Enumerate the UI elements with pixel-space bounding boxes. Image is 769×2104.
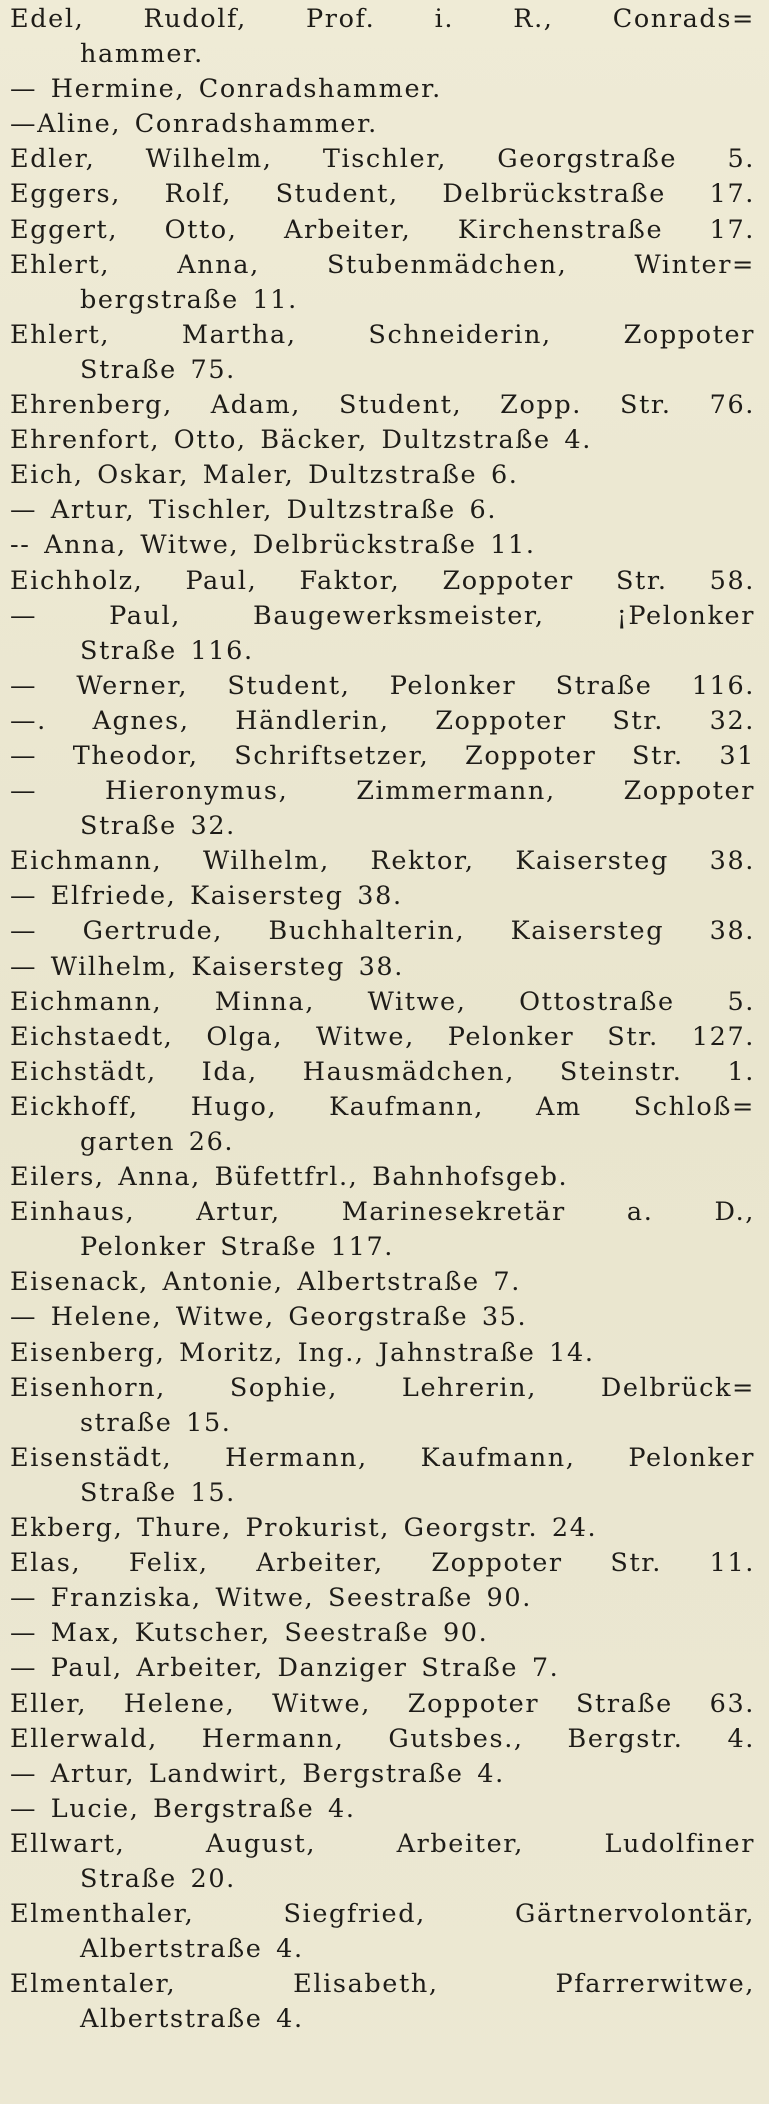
entry-line: — Paul, Arbeiter, Danziger Straße 7. bbox=[10, 1653, 560, 1684]
entry-continuation-line: Pelonker Straße 117. bbox=[80, 1232, 394, 1263]
entry-continuation-line: straße 15. bbox=[80, 1407, 232, 1438]
entry-line: Eilers, Anna, Büfettfrl., Bahnhofsgeb. bbox=[10, 1162, 569, 1193]
entry-continuation-line: Straße 32. bbox=[80, 811, 236, 842]
entry-line: Eichmann, Minna, Witwe, Ottostraße 5. bbox=[10, 986, 755, 1017]
entry-line: — Hieronymus, Zimmermann, Zoppoter bbox=[10, 776, 755, 807]
entry-line: Eichmann, Wilhelm, Rektor, Kaisersteg 38. bbox=[10, 846, 755, 877]
entry-line: Eisenack, Antonie, Albertstraße 7. bbox=[10, 1267, 521, 1298]
entry-line: — Artur, Tischler, Dultzstraße 6. bbox=[10, 495, 498, 526]
entry-line: Einhaus, Artur, Marinesekretär a. D., bbox=[10, 1197, 755, 1228]
entry-line: Ehlert, Anna, Stubenmädchen, Winter= bbox=[10, 249, 755, 280]
entry-line: —. Agnes, Händlerin, Zoppoter Str. 32. bbox=[10, 705, 755, 736]
entry-line: — Werner, Student, Pelonker Straße 116. bbox=[10, 670, 755, 701]
entry-line: — Paul, Baugewerksmeister, ¡Pelonker bbox=[10, 600, 755, 631]
entry-line: — Helene, Witwe, Georgstraße 35. bbox=[10, 1302, 528, 1333]
entry-line: -- Anna, Witwe, Delbrückstraße 11. bbox=[10, 530, 536, 561]
entry-line: Ellerwald, Hermann, Gutsbes., Bergstr. 4. bbox=[10, 1723, 755, 1754]
entry-line: Eggert, Otto, Arbeiter, Kirchenstraße 17. bbox=[10, 214, 755, 245]
entry-line: Eisenhorn, Sophie, Lehrerin, Delbrück= bbox=[10, 1372, 755, 1403]
entry-line: Ehrenberg, Adam, Student, Zopp. Str. 76. bbox=[10, 390, 755, 421]
entry-continuation-line: Straße 20. bbox=[80, 1863, 236, 1894]
entry-line: Edel, Rudolf, Prof. i. R., Conrads= bbox=[10, 4, 755, 34]
entry-line: — Wilhelm, Kaisersteg 38. bbox=[10, 951, 404, 982]
entry-continuation-line: Straße 75. bbox=[80, 354, 236, 385]
entry-line: Elmenthaler, Siegfried, Gärtnervolontär, bbox=[10, 1899, 755, 1930]
entry-line: Ellwart, August, Arbeiter, Ludolfiner bbox=[10, 1828, 755, 1859]
entry-line: Ekberg, Thure, Prokurist, Georgstr. 24. bbox=[10, 1513, 598, 1544]
entry-continuation-line: bergstraße 11. bbox=[80, 284, 298, 315]
entry-line: Edler, Wilhelm, Tischler, Georgstraße 5. bbox=[10, 144, 755, 175]
entry-line: — Max, Kutscher, Seestraße 90. bbox=[10, 1618, 489, 1649]
entry-continuation-line: Albertstraße 4. bbox=[80, 1934, 304, 1965]
entry-line: — Franziska, Witwe, Seestraße 90. bbox=[10, 1583, 532, 1614]
entry-continuation-line: Straße 15. bbox=[80, 1477, 236, 1508]
entry-continuation-line: Straße 116. bbox=[80, 635, 254, 666]
entry-line: Eisenstädt, Hermann, Kaufmann, Pelonker bbox=[10, 1442, 755, 1473]
entry-continuation-line: hammer. bbox=[80, 39, 204, 70]
entry-line: — Gertrude, Buchhalterin, Kaisersteg 38. bbox=[10, 916, 755, 947]
entry-line: — Lucie, Bergstraße 4. bbox=[10, 1793, 356, 1824]
entry-line: Ehrenfort, Otto, Bäcker, Dultzstraße 4. bbox=[10, 425, 592, 456]
entry-continuation-line: Albertstraße 4. bbox=[80, 2004, 304, 2035]
entry-line: Ehlert, Martha, Schneiderin, Zoppoter bbox=[10, 319, 755, 350]
entry-line: Eickhoff, Hugo, Kaufmann, Am Schloß= bbox=[10, 1091, 755, 1122]
entry-line: Eichstädt, Ida, Hausmädchen, Steinstr. 1. bbox=[10, 1056, 755, 1087]
entry-line: — Theodor, Schriftsetzer, Zoppoter Str. 31 bbox=[10, 740, 755, 771]
entry-line: Eller, Helene, Witwe, Zoppoter Straße 63. bbox=[10, 1688, 755, 1719]
entry-line: Eisenberg, Moritz, Ing., Jahnstraße 14. bbox=[10, 1337, 595, 1368]
entry-line: —Aline, Conradshammer. bbox=[10, 109, 378, 140]
entry-line: Eichholz, Paul, Faktor, Zoppoter Str. 58. bbox=[10, 565, 755, 596]
entry-line: — Artur, Landwirt, Bergstraße 4. bbox=[10, 1758, 505, 1789]
entry-line: Eichstaedt, Olga, Witwe, Pelonker Str. 127. bbox=[10, 1021, 755, 1052]
entry-line: Elmentaler, Elisabeth, Pfarrerwitwe, bbox=[10, 1969, 755, 2000]
entry-line: — Elfriede, Kaisersteg 38. bbox=[10, 881, 403, 912]
entry-line: — Hermine, Conradshammer. bbox=[10, 74, 442, 105]
entry-line: Eggers, Rolf, Student, Delbrückstraße 17. bbox=[10, 179, 755, 210]
directory-entry-list bbox=[10, 2, 755, 2037]
entry-line: Eich, Oskar, Maler, Dultzstraße 6. bbox=[10, 460, 519, 491]
entry-continuation-line: garten 26. bbox=[80, 1127, 235, 1157]
entry-line: Elas, Felix, Arbeiter, Zoppoter Str. 11. bbox=[10, 1548, 755, 1579]
